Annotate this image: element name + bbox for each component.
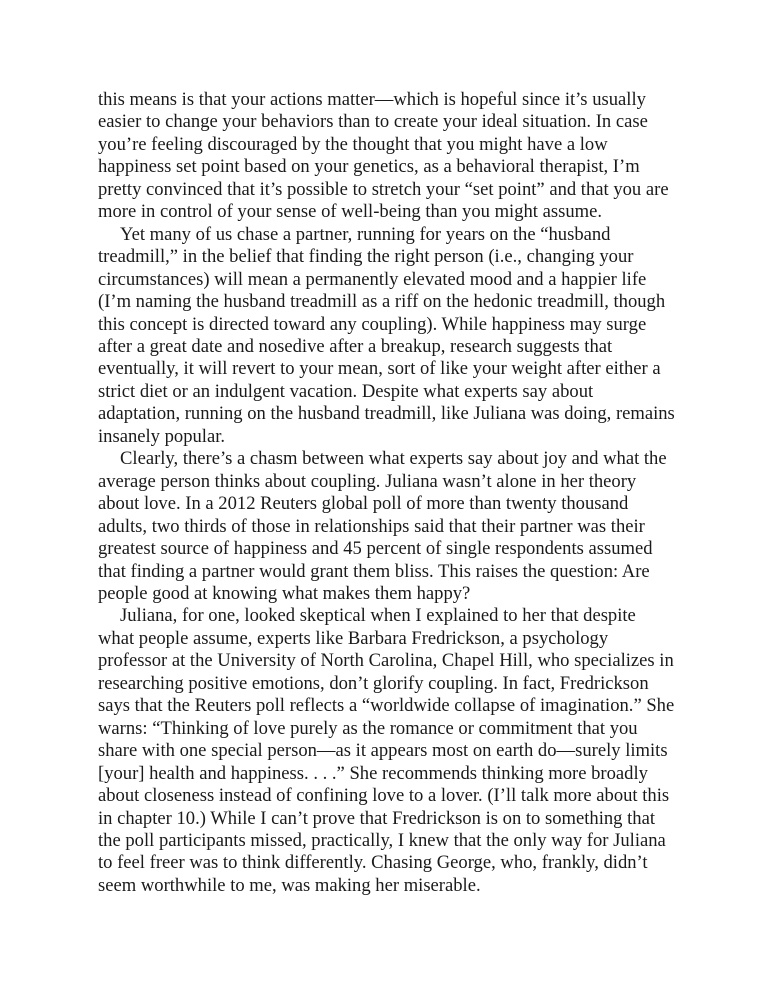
- book-page: [98, 89, 676, 897]
- paragraph-husband-treadmill: Yet many of us chase a partner, running for years on the “husband treadmill,” in the belief that finding the right person (i.e., changing your circumstances) will mean a permanently elevated mood and a happier life (I’m naming the husband treadmill as a riff on the hedonic treadmill, though this concept is directed toward any coupling). While happiness may surge after a great date and nosedive after a breakup, research suggests that eventually, it will revert to your mean, sort of like your weight after either a strict diet or an indulgent vacation. Despite what experts say about adaptation, running on the husband treadmill, like Juliana was doing, remains insanely popular.: [98, 223, 675, 447]
- paragraph-reuters-poll: Clearly, there’s a chasm between what experts say about joy and what the average person thinks about coupling. Juliana wasn’t alone in her theory about love. In a 2012 Reuters global poll of more than twenty thousand adults, two thirds of those in relationships said that their partner was their greatest source of happiness and 45 percent of single respondents assumed that finding a partner would grant them bliss. This raises the question: Are people good at knowing what makes them happy?: [98, 448, 667, 604]
- paragraph-fredrickson: Juliana, for one, looked skeptical when I explained to her that despite what people assume, experts like Barbara Fredrickson, a psychology professor at the University of North Carolina, Chapel Hill, who specializes in researching positive emotions, don’t glorify coupling. In fact, Fredrickson says that the Reuters poll reflects a “worldwide collapse of imagination.” She warns: “Thinking of love purely as the romance or commitment that you share with one special person—as it appears most on earth do—surely limits [your] health and happiness. . . .” She recommends thinking more broadly about closeness instead of confining love to a lover. (I’ll talk more about this in chapter 10.) While I can’t prove that Fredrickson is on to something that the poll participants missed, practically, I knew that the only way for Juliana to feel freer was to think differently. Chasing George, who, frankly, didn’t seem worthwhile to me, was making her miserable.: [98, 605, 675, 896]
- paragraph-continuation: this means is that your actions matter—which is hopeful since it’s usually easier to change your behaviors than to create your ideal situation. In case you’re feeling discouraged by the thought that you might have a low happiness set point based on your genetics, as a behavioral therapist, I’m pretty convinced that it’s possible to stretch your “set point” and that you are more in control of your sense of well-being than you might assume.: [98, 89, 669, 223]
